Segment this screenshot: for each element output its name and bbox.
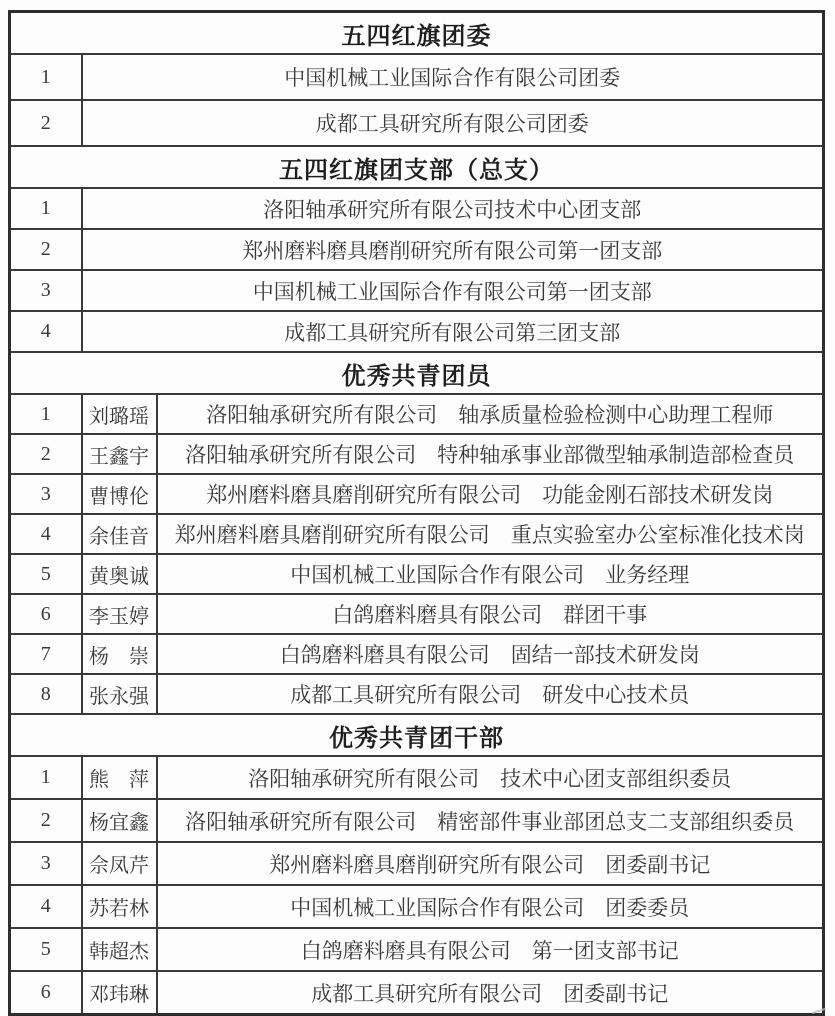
rank-cell: 5 [10,554,82,594]
section-header-row [10,146,824,188]
section-title: 优秀共青团员 [10,352,824,394]
award-row [10,434,824,474]
award-row [10,100,824,146]
rank-cell: 1 [10,394,82,434]
name-cell: 李玉婷 [82,594,157,634]
section-title: 优秀共青团干部 [10,714,824,756]
section-title: 五四红旗团委 [10,12,824,55]
award-row [10,799,824,842]
rank-cell: 3 [10,474,82,514]
org-cell: 白鸽磨料磨具有限公司 第一团支部书记 [157,928,824,971]
org-cell: 中国机械工业国际合作有限公司第一团支部 [82,270,824,311]
org-cell: 白鸽磨料磨具有限公司 群团干事 [157,594,824,634]
org-cell: 白鸽磨料磨具有限公司 固结一部技术研发岗 [157,634,824,674]
name-cell: 杨 崇 [82,634,157,674]
award-row [10,554,824,594]
section-title: 五四红旗团支部（总支） [10,146,824,188]
org-cell: 洛阳轴承研究所有限公司 技术中心团支部组织委员 [157,756,824,799]
name-cell: 王鑫宇 [82,434,157,474]
award-table [8,10,825,1016]
rank-cell: 5 [10,928,82,971]
rank-cell: 6 [10,971,82,1015]
award-row [10,188,824,229]
rank-cell: 4 [10,311,82,352]
org-cell: 成都工具研究所有限公司 研发中心技术员 [157,674,824,714]
award-row [10,634,824,674]
rank-cell: 1 [10,756,82,799]
rank-cell: 1 [10,188,82,229]
rank-cell: 8 [10,674,82,714]
name-cell: 刘璐瑶 [82,394,157,434]
section-header-row [10,714,824,756]
award-row [10,928,824,971]
rank-cell: 3 [10,842,82,885]
org-cell: 中国机械工业国际合作有限公司 业务经理 [157,554,824,594]
org-cell: 郑州磨料磨具磨削研究所有限公司 功能金刚石部技术研发岗 [157,474,824,514]
org-cell: 中国机械工业国际合作有限公司 团委委员 [157,885,824,928]
name-cell: 杨宜鑫 [82,799,157,842]
rank-cell: 4 [10,514,82,554]
org-cell: 中国机械工业国际合作有限公司团委 [82,54,824,100]
rank-cell: 7 [10,634,82,674]
rank-cell: 2 [10,434,82,474]
rank-cell: 1 [10,54,82,100]
rank-cell: 6 [10,594,82,634]
rank-cell: 2 [10,229,82,270]
name-cell: 佘凤芹 [82,842,157,885]
award-row [10,229,824,270]
award-row [10,756,824,799]
award-row [10,885,824,928]
org-cell: 洛阳轴承研究所有限公司 精密部件事业部团总支二支部组织委员 [157,799,824,842]
award-row [10,971,824,1015]
name-cell: 黄奥诚 [82,554,157,594]
org-cell: 郑州磨料磨具磨削研究所有限公司 团委副书记 [157,842,824,885]
org-cell: 郑州磨料磨具磨削研究所有限公司第一团支部 [82,229,824,270]
org-cell: 成都工具研究所有限公司团委 [82,100,824,146]
award-row [10,311,824,352]
name-cell: 韩超杰 [82,928,157,971]
org-cell: 成都工具研究所有限公司 团委副书记 [157,971,824,1015]
award-row [10,674,824,714]
org-cell: 洛阳轴承研究所有限公司 特种轴承事业部微型轴承制造部检查员 [157,434,824,474]
name-cell: 曹博伦 [82,474,157,514]
award-row [10,474,824,514]
rank-cell: 4 [10,885,82,928]
award-row [10,54,824,100]
award-row [10,394,824,434]
org-cell: 成都工具研究所有限公司第三团支部 [82,311,824,352]
rank-cell: 2 [10,799,82,842]
section-header-row [10,12,824,55]
name-cell: 余佳音 [82,514,157,554]
org-cell: 郑州磨料磨具磨削研究所有限公司 重点实验室办公室标准化技术岗 [157,514,824,554]
name-cell: 张永强 [82,674,157,714]
org-cell: 洛阳轴承研究所有限公司技术中心团支部 [82,188,824,229]
rank-cell: 3 [10,270,82,311]
award-row [10,270,824,311]
award-row [10,594,824,634]
award-row [10,842,824,885]
name-cell: 苏若林 [82,885,157,928]
name-cell: 熊 萍 [82,756,157,799]
section-header-row [10,352,824,394]
rank-cell: 2 [10,100,82,146]
org-cell: 洛阳轴承研究所有限公司 轴承质量检验检测中心助理工程师 [157,394,824,434]
name-cell: 邓玮琳 [82,971,157,1015]
award-row [10,514,824,554]
